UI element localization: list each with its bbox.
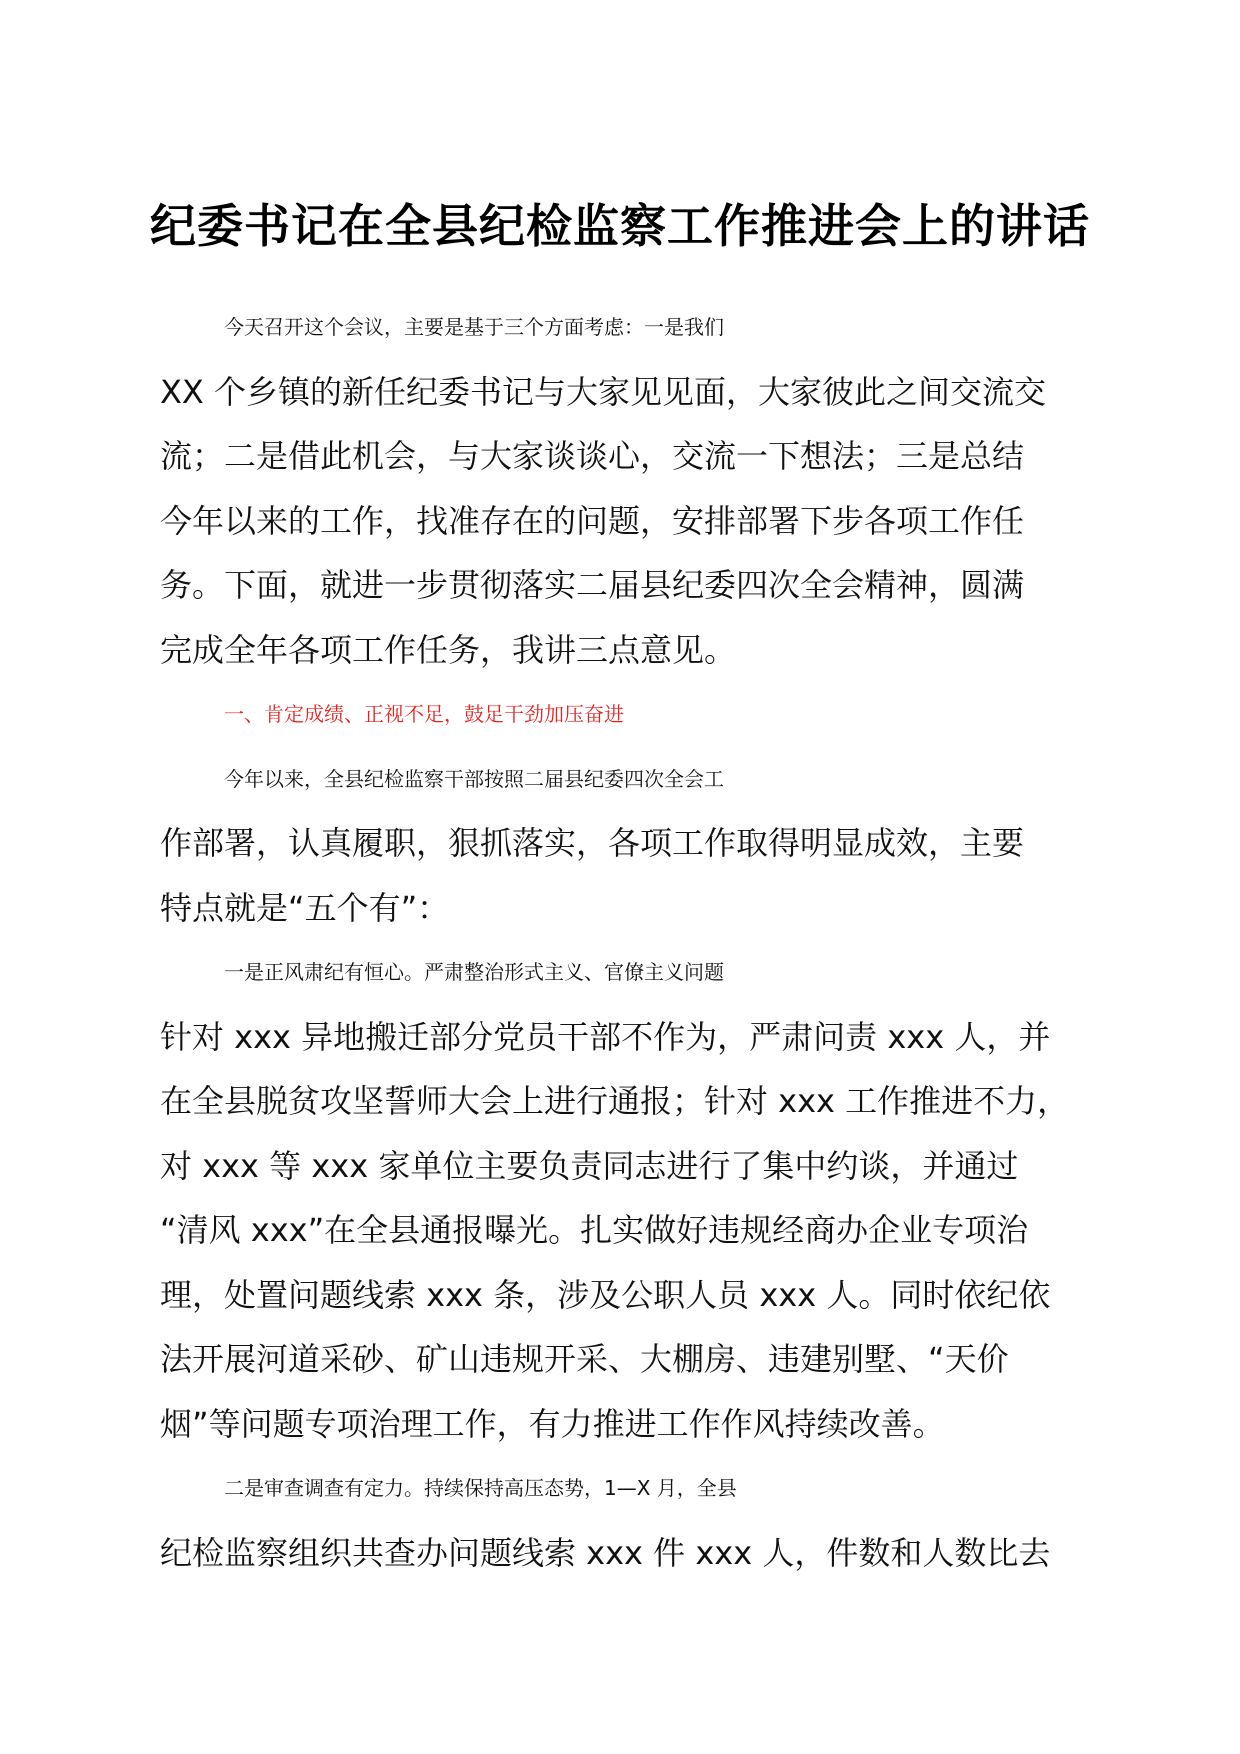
paragraph-point-1: [160, 940, 1120, 1456]
text-line: 作部署，认真履职，狠抓落实，各项工作取得明显成效，主要: [160, 824, 1025, 862]
text-line: 一是正风肃纪有恒心。严肃整治形式主义、官僚主义问题: [224, 960, 724, 984]
text-line: 流；二是借此机会，与大家谈谈心，交流一下想法；三是总结: [160, 437, 1025, 475]
paragraph-intro: [160, 295, 1120, 682]
text-line: 对 xxx 等 xxx 家单位主要负责同志进行了集中约谈，并通过: [160, 1146, 1019, 1185]
text-line: 法开展河道采砂、矿山违规开采、大棚房、违建别墅、“天价: [160, 1340, 1009, 1378]
text-line: 今年以来的工作，找准存在的问题，安排部署下步各项工作任: [160, 501, 1025, 540]
section-heading-1: [160, 682, 1120, 747]
text-line: 二是审查调查有定力。持续保持高压态势，1—X 月，全县: [224, 1476, 737, 1500]
text-line: 完成全年各项工作任务，我讲三点意见。: [160, 630, 737, 669]
text-line: 特点就是“五个有”：: [160, 888, 450, 927]
text-line: 烟”等问题专项治理工作，有力推进工作作风持续改善。: [160, 1404, 945, 1443]
document-title: 纪委书记在全县纪检监察工作推进会上的讲话: [150, 199, 1090, 253]
text-line: 理，处置问题线索 xxx 条，涉及公职人员 xxx 人。同时依纪依: [160, 1275, 1051, 1314]
text-line: 在全县脱贫攻坚誓师大会上进行通报；针对 xxx 工作推进不力，: [160, 1082, 1070, 1120]
text-line: 今年以来，全县纪检监察干部按照二届县纪委四次全会工: [224, 766, 724, 791]
text-line: “清风 xxx”在全县通报曝光。扎实做好违规经商办企业专项治: [160, 1211, 1029, 1249]
text-line: XX 个乡镇的新任纪委书记与大家见见面，大家彼此之间交流交: [160, 372, 1047, 411]
text-line: 纪检监察组织共查办问题线索 xxx 件 xxx 人，件数和人数比去: [160, 1533, 1051, 1572]
document-body: [160, 295, 1120, 1585]
heading-line: 一、肯定成绩、正视不足，鼓足干劲加压奋进: [224, 702, 624, 726]
text-line: 今天召开这个会议，主要是基于三个方面考虑：一是我们: [224, 315, 724, 339]
paragraph-summary: [160, 747, 1120, 941]
paragraph-point-2: [160, 1456, 1120, 1585]
text-line: 针对 xxx 异地搬迁部分党员干部不作为，严肃问责 xxx 人，并: [160, 1017, 1051, 1056]
text-line: 务。下面，就进一步贯彻落实二届县纪委四次全会精神，圆满: [160, 566, 1025, 604]
